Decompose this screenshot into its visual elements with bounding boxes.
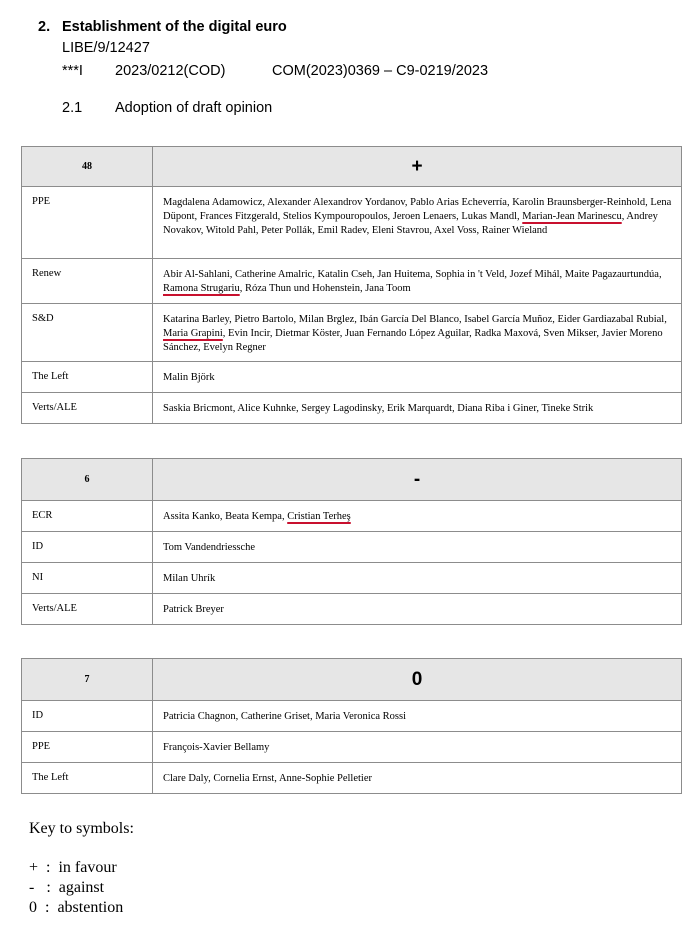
member-names bbox=[153, 187, 682, 259]
document-code: COM(2023)0369 – C9-0219/2023 bbox=[272, 63, 489, 79]
key-item bbox=[29, 879, 104, 897]
vote-row bbox=[22, 701, 682, 732]
item-number: 2. bbox=[38, 19, 51, 35]
key-item bbox=[29, 859, 117, 877]
key-meaning: against bbox=[58, 879, 105, 896]
underlined-name: Maria Grapini bbox=[163, 328, 223, 339]
names-text: Magdalena Adamowicz, Alexander Alexandrov Yordanov, Pablo Arias Echeverría, Karolin Braunsberger-Reinhold, Lena Düpont, Frances Fitzgerald, Stelios Kympouropoulos, Jeroen Lenaers, Lukas Mandl, bbox=[163, 197, 672, 222]
key-separator: : bbox=[42, 859, 55, 876]
political-group: Verts/ALE bbox=[22, 393, 153, 424]
vote-symbol: - bbox=[153, 459, 682, 501]
member-names bbox=[153, 532, 682, 563]
names-text: Malin Björk bbox=[163, 372, 215, 383]
key-item bbox=[29, 899, 123, 917]
procedure-marker: ***I bbox=[62, 63, 83, 79]
member-names bbox=[153, 501, 682, 532]
names-text: , Evin Incir, Dietmar Köster, Juan Fernando López Aguilar, Radka Maxová, Sven Mikser, Javier Moreno Sánchez, Evelyn Regner bbox=[163, 328, 663, 353]
names-text: Abir Al-Sahlani, Catherine Amalric, Katalin Cseh, Jan Huitema, Sophia in 't Veld, Jozef Mihál, Maite Pagazaurtundúa, bbox=[163, 269, 662, 280]
vote-row bbox=[22, 362, 682, 393]
vote-row bbox=[22, 563, 682, 594]
key-title: Key to symbols: bbox=[29, 820, 134, 837]
vote-count: 7 bbox=[22, 659, 153, 701]
member-names bbox=[153, 362, 682, 393]
political-group: Verts/ALE bbox=[22, 594, 153, 625]
vote-symbol: 0 bbox=[153, 659, 682, 701]
committee-reference: LIBE/9/12427 bbox=[62, 40, 150, 56]
names-text: , Andrey Novakov, Witold Pahl, Peter Pollák, Emil Radev, Eleni Stavrou, Axel Voss, Rainer Wieland bbox=[163, 211, 658, 236]
vote-row bbox=[22, 187, 682, 259]
member-names bbox=[153, 393, 682, 424]
key-separator: : bbox=[41, 899, 54, 916]
names-text: Milan Uhrík bbox=[163, 573, 216, 584]
key-symbol: - bbox=[29, 879, 35, 896]
underlined-name: Cristian Terheş bbox=[287, 511, 351, 522]
member-names bbox=[153, 259, 682, 304]
sub-item-number: 2.1 bbox=[62, 100, 83, 116]
key-separator: : bbox=[38, 879, 55, 896]
names-text: François-Xavier Bellamy bbox=[163, 742, 270, 753]
political-group: PPE bbox=[22, 732, 153, 763]
political-group: PPE bbox=[22, 187, 153, 259]
member-names bbox=[153, 563, 682, 594]
vote-table-header bbox=[22, 147, 682, 187]
political-group: S&D bbox=[22, 304, 153, 362]
names-text: Tom Vandendriessche bbox=[163, 542, 256, 553]
vote-count: 6 bbox=[22, 459, 153, 501]
political-group: NI bbox=[22, 563, 153, 594]
procedure-code: 2023/0212(COD) bbox=[115, 63, 226, 79]
member-names bbox=[153, 701, 682, 732]
political-group: The Left bbox=[22, 362, 153, 393]
political-group: ID bbox=[22, 701, 153, 732]
names-text: Saskia Bricmont, Alice Kuhnke, Sergey Lagodinsky, Erik Marquardt, Diana Riba i Giner, Tineke Strik bbox=[163, 403, 594, 414]
key-meaning: abstention bbox=[57, 899, 124, 916]
vote-row bbox=[22, 393, 682, 424]
underlined-name: Marian-Jean Marinescu bbox=[522, 211, 622, 222]
member-names bbox=[153, 594, 682, 625]
vote-symbol: + bbox=[153, 147, 682, 187]
vote-row bbox=[22, 259, 682, 304]
names-text: Assita Kanko, Beata Kempa, bbox=[163, 511, 288, 522]
sub-item-title: Adoption of draft opinion bbox=[115, 100, 273, 116]
vote-row bbox=[22, 763, 682, 794]
vote-row bbox=[22, 501, 682, 532]
key-symbol: 0 bbox=[29, 899, 37, 916]
names-text: Clare Daly, Cornelia Ernst, Anne-Sophie Pelletier bbox=[163, 773, 372, 784]
vote-count: 48 bbox=[22, 147, 153, 187]
names-text: , Róza Thun und Hohenstein, Jana Toom bbox=[239, 283, 411, 294]
vote-row bbox=[22, 732, 682, 763]
political-group: The Left bbox=[22, 763, 153, 794]
political-group: ID bbox=[22, 532, 153, 563]
names-text: Katarina Barley, Pietro Bartolo, Milan Brglez, Ibán García Del Blanco, Isabel García Muñoz, Eider Gardiazabal Rubial, bbox=[163, 314, 667, 325]
vote-row bbox=[22, 594, 682, 625]
key-meaning: in favour bbox=[58, 859, 117, 876]
member-names bbox=[153, 304, 682, 362]
vote-table-against bbox=[21, 458, 682, 625]
vote-table-header bbox=[22, 459, 682, 501]
member-names bbox=[153, 732, 682, 763]
vote-table-abstention bbox=[21, 658, 682, 794]
names-text: Patricia Chagnon, Catherine Griset, Maria Veronica Rossi bbox=[163, 711, 406, 722]
political-group: ECR bbox=[22, 501, 153, 532]
vote-table-header bbox=[22, 659, 682, 701]
vote-row bbox=[22, 304, 682, 362]
vote-table-in-favour bbox=[21, 146, 682, 424]
political-group: Renew bbox=[22, 259, 153, 304]
underlined-name: Ramona Strugariu bbox=[163, 283, 240, 294]
member-names bbox=[153, 763, 682, 794]
names-text: Patrick Breyer bbox=[163, 604, 224, 615]
item-title: Establishment of the digital euro bbox=[62, 19, 287, 35]
key-symbol: + bbox=[29, 859, 39, 876]
vote-row bbox=[22, 532, 682, 563]
